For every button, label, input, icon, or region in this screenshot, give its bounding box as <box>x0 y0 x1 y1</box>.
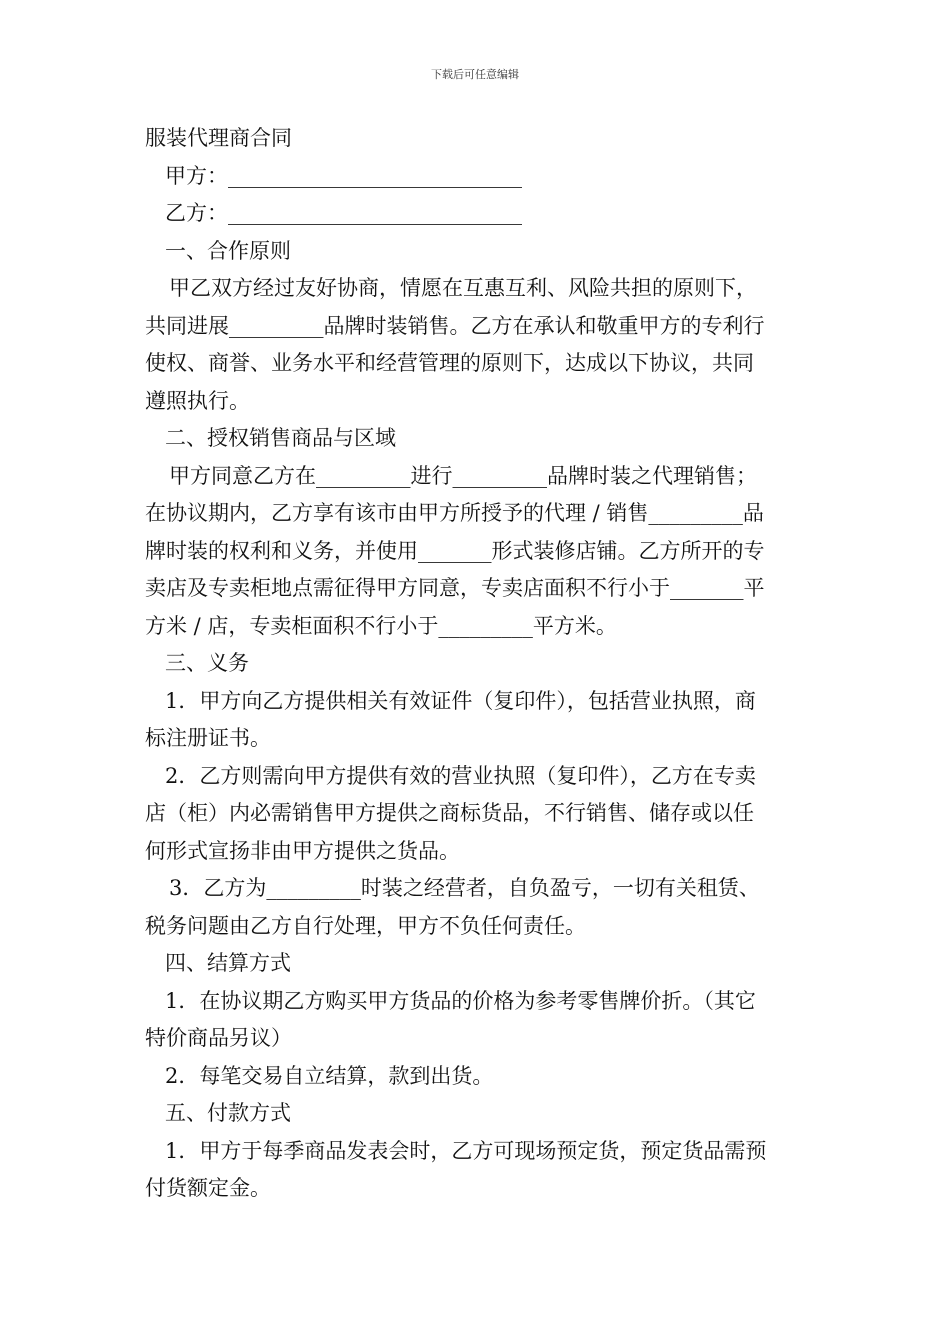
paragraph-line: 方米 / 店，专卖柜面积不行小于_________平方米。 <box>145 613 617 638</box>
paragraph-line: 2．乙方则需向甲方提供有效的营业执照（复印件），乙方在专卖 <box>165 763 756 788</box>
paragraph-line: 何形式宣扬非由甲方提供之货品。 <box>145 838 460 863</box>
section-heading: 一、合作原则 <box>165 238 291 263</box>
paragraph-line: 标注册证书。 <box>145 726 271 750</box>
paragraph-line: 税务问题由乙方自行处理，甲方不负任何责任。 <box>145 913 586 938</box>
party-a-line: 甲方：____________________________ <box>165 163 522 188</box>
paragraph-line: 店（柜）内必需销售甲方提供之商标货品，不行销售、储存或以任 <box>145 801 754 825</box>
paragraph-line: 特价商品另议） <box>145 1026 292 1050</box>
contract-title: 服装代理商合同 <box>145 126 292 150</box>
paragraph-line: 共同进展_________品牌时装销售。乙方在承认和敬重甲方的专利行 <box>145 313 765 338</box>
paragraph-line: 在协议期内，乙方享有该市由甲方所授予的代理 / 销售_________品 <box>145 501 764 525</box>
paragraph-line: 1．甲方于每季商品发表会时，乙方可现场预定货，预定货品需预 <box>165 1138 767 1163</box>
page-header-note: 下载后可任意编辑 <box>431 68 519 81</box>
party-b-line: 乙方：____________________________ <box>165 201 522 225</box>
contract-body <box>145 120 810 1208</box>
section-heading: 四、结算方式 <box>165 951 291 975</box>
section-heading: 五、付款方式 <box>165 1101 291 1125</box>
paragraph-line: 卖店及专卖柜地点需征得甲方同意，专卖店面积不行小于_______平 <box>145 576 765 600</box>
paragraph-line: 遵照执行。 <box>145 388 250 413</box>
paragraph-line: 2．每笔交易自立结算，款到出货。 <box>165 1063 494 1088</box>
paragraph-line: 3．乙方为_________时装之经营者，自负盈亏，一切有关租赁、 <box>169 876 760 900</box>
paragraph-line: 甲方同意乙方在_________进行_________品牌时装之代理销售； <box>169 463 757 488</box>
section-heading: 二、授权销售商品与区域 <box>165 426 396 450</box>
paragraph-line: 甲乙双方经过友好协商，情愿在互惠互利、风险共担的原则下， <box>169 276 757 300</box>
paragraph-line: 牌时装的权利和义务，并使用_______形式装修店铺。乙方所开的专 <box>145 538 765 563</box>
section-heading: 三、义务 <box>165 651 249 675</box>
paragraph-line: 1．在协议期乙方购买甲方货品的价格为参考零售牌价折。（其它 <box>165 988 756 1013</box>
paragraph-line: 1．甲方向乙方提供相关有效证件（复印件），包括营业执照，商 <box>165 688 756 713</box>
paragraph-line: 使权、商誉、业务水平和经营管理的原则下，达成以下协议，共同 <box>145 351 754 375</box>
paragraph-line: 付货额定金。 <box>145 1176 271 1200</box>
